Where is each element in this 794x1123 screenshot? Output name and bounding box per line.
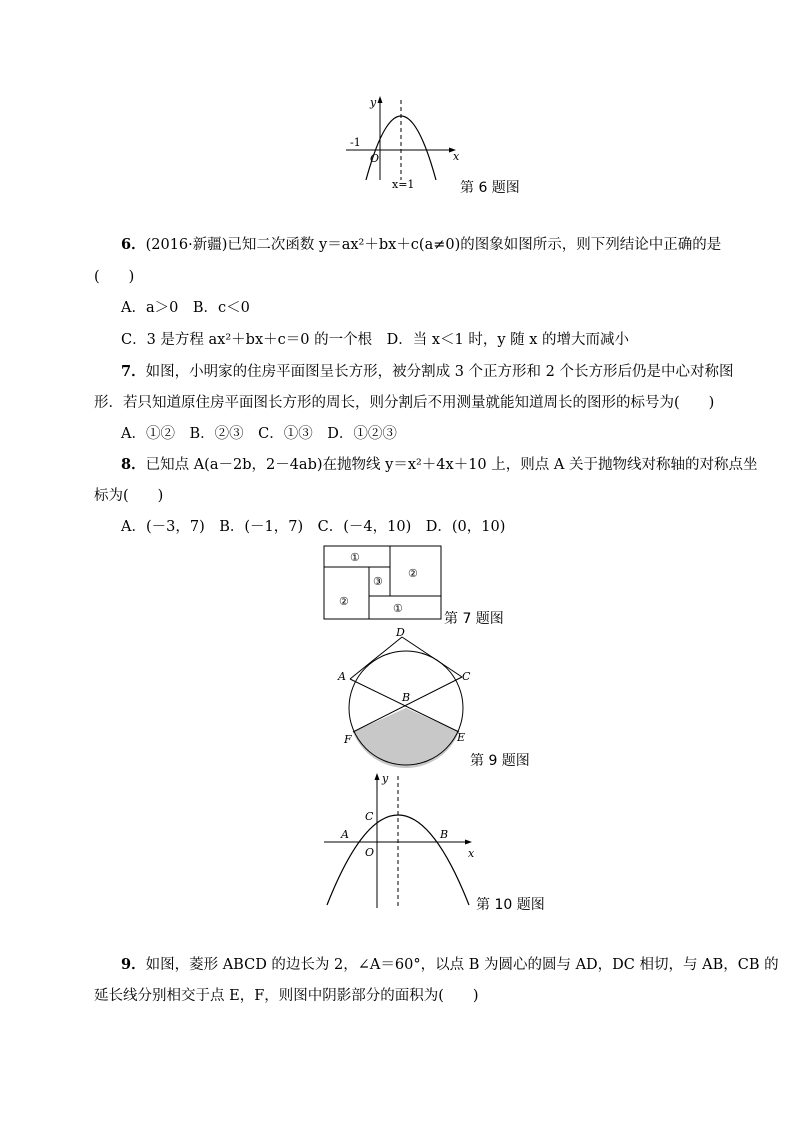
fig9-caption: 第 9 题图 — [470, 753, 530, 769]
q9-number: 9． — [121, 956, 146, 973]
fig10-x-label: x — [468, 847, 475, 860]
fig7-cell-center: ③ — [373, 575, 383, 588]
q7-options: A．①② B．②③ C．①③ D．①②③ — [121, 426, 397, 442]
q8-line2: 标为( ) — [94, 488, 164, 504]
fig9-label-c: C — [462, 670, 471, 683]
fig10-label-c: C — [365, 810, 374, 823]
q9-text: 如图，菱形 ABCD 的边长为 2，∠A＝60°，以点 B 为圆心的圆与 AD，DC 相切，与 AB，CB 的 — [145, 957, 779, 973]
q9-line1 — [121, 956, 779, 974]
q8-line1 — [121, 456, 757, 474]
fig6-origin: O — [370, 152, 380, 165]
fig7-cell-bottom-left: ② — [339, 595, 349, 608]
fig7-caption: 第 7 题图 — [444, 611, 504, 627]
fig10-label-a: A — [341, 828, 349, 841]
figure-6 — [340, 92, 470, 192]
fig9-label-d: D — [396, 626, 405, 639]
fig10-x-arrow — [465, 840, 472, 845]
q6-text: (2016·新疆)已知二次函数 y＝ax²＋bx＋c(a≠0)的图象如图所示，则下列结论中正确的是 — [145, 237, 722, 253]
fig9-label-e: E — [457, 731, 466, 744]
fig7-cell-top-left: ① — [350, 551, 360, 564]
q8-number: 8． — [121, 456, 146, 473]
figure-10 — [322, 770, 482, 910]
fig6-y-arrow — [378, 96, 383, 103]
fig6-y-label: y — [370, 96, 377, 109]
q7-line1 — [121, 363, 733, 381]
fig10-y-label: y — [382, 772, 389, 785]
fig10-y-arrow — [375, 773, 380, 780]
fig10-label-b: B — [440, 828, 449, 841]
fig9-side-da — [350, 637, 402, 679]
fig10-origin: O — [365, 846, 375, 859]
fig10-caption: 第 10 题图 — [476, 897, 545, 913]
fig9-shaded-region — [353, 708, 459, 768]
figure-9 — [336, 625, 476, 770]
figure-7 — [323, 545, 443, 621]
q8-options: A．(－3，7) B．(－1，7) C．(－4，10) D．(0，10) — [121, 519, 506, 535]
fig6-caption: 第 6 题图 — [460, 180, 520, 196]
q7-line2: 形．若只知道原住房平面图长方形的周长，则分割后不用测量就能知道周长的图形的标号为( ) — [94, 395, 715, 411]
q6-options-cd: C．3 是方程 ax²＋bx＋c＝0 的一个根 D．当 x＜1 时，y 随 x 的增大而减小 — [121, 332, 630, 348]
q6-number: 6． — [121, 236, 146, 253]
fig9-label-f: F — [344, 733, 352, 746]
q7-number: 7． — [121, 363, 146, 380]
q9-line2: 延长线分别相交于点 E，F，则图中阴影部分的面积为( ) — [94, 988, 479, 1004]
fig6-minus-one: -1 — [350, 136, 361, 149]
fig6-axis-label: x=1 — [392, 178, 415, 191]
fig7-cell-right: ② — [408, 567, 418, 580]
fig6-x-label: x — [453, 150, 460, 163]
q6-options-ab: A．a＞0 B．c＜0 — [121, 300, 250, 316]
fig9-label-a: A — [338, 670, 346, 683]
q7-text: 如图，小明家的住房平面图呈长方形，被分割成 3 个正方形和 2 个长方形后仍是中心对称图 — [145, 364, 734, 380]
q6-line1 — [121, 236, 721, 254]
fig9-side-dc — [402, 637, 462, 677]
fig7-cell-bottom-right: ① — [393, 602, 403, 615]
q6-line2: ( ) — [94, 269, 135, 285]
fig9-label-b: B — [402, 691, 411, 704]
q8-text: 已知点 A(a－2b，2－4ab)在抛物线 y＝x²＋4x＋10 上，则点 A 关于抛物线对称轴的对称点坐 — [145, 457, 758, 473]
